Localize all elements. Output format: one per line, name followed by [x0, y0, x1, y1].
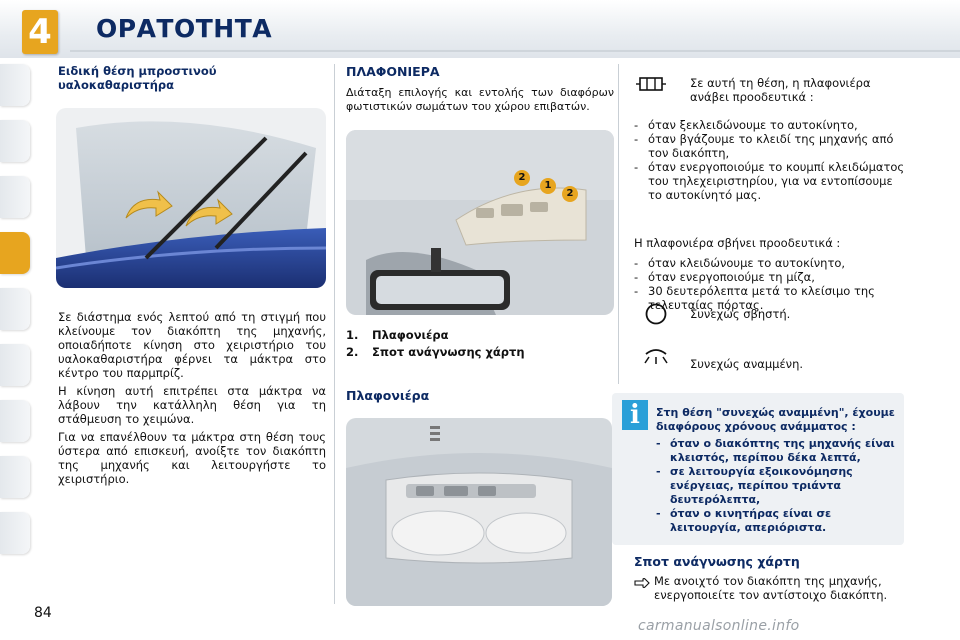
side-tab[interactable]	[0, 400, 30, 442]
lamp-switch-illustration	[346, 418, 612, 606]
side-tab[interactable]	[0, 344, 30, 386]
courtesy-lamp-intro: Διάταξη επιλογής και εντολής των διαφόρων φωτιστικών σωμάτων του χώρου επιβατών.	[346, 86, 614, 113]
list-item: - όταν κλειδώνουμε το αυτοκίνητο,	[634, 256, 846, 270]
windscreen-wiper-illustration	[56, 108, 326, 288]
courtesy-lamp-subheading: Πλαφονιέρα	[346, 388, 430, 403]
list-item: - όταν ενεργοποιούμε τη μίζα,	[634, 270, 815, 284]
courtesy-lamp-heading: ΠΛΑΦΟΝΙΕΡΑ	[346, 64, 440, 79]
paragraph: Για να επανέλθουν τα μάκτρα στη θέση τους ύστερα από επισκευή, ανοίξτε τον διακόπτη της μηχανής και λειτουργήστε το χειριστήριο.	[58, 430, 326, 486]
wiper-section-heading: Ειδική θέση μπροστινού υαλοκαθαριστήρα	[58, 64, 217, 92]
legend-item: 2. Σποτ ανάγνωσης χάρτη	[346, 345, 525, 359]
callout-2: 2	[514, 170, 530, 186]
pointer-hand-icon	[634, 575, 650, 589]
watermark: carmanualsonline.info	[638, 618, 800, 634]
illustration-legend	[346, 327, 525, 361]
legend-item: 1. Πλαφονιέρα	[346, 328, 449, 342]
column-divider	[618, 64, 619, 384]
lamp-off-icon	[644, 302, 668, 326]
list-item: - όταν ενεργοποιούμε το κουμπί κλειδώματος του τηλεχειριστηρίου, για να εντοπίσουμε το αυτοκίνητό μας.	[634, 160, 905, 202]
side-tab[interactable]	[0, 288, 30, 330]
page-number: 84	[34, 605, 52, 621]
list-item: - όταν ο διακόπτης της μηχανής είναι κλειστός, περίπου δέκα λεπτά,	[656, 437, 895, 464]
always-off-text: Συνεχώς σβηστή.	[690, 307, 791, 321]
reading-spot-heading: Σποτ ανάγνωσης χάρτη	[634, 554, 800, 569]
header-divider	[70, 50, 960, 52]
lamp-off-conditions	[634, 256, 908, 312]
wiper-description	[58, 310, 326, 490]
list-item: - όταν ο κινητήρας είναι σε λειτουργία, απεριόριστα.	[656, 507, 832, 534]
list-item: - σε λειτουργία εξοικονόμησης ενέργειας, περίπου τριάντα δευτερόλεπτα,	[656, 465, 853, 506]
side-tab[interactable]	[0, 120, 30, 162]
side-tab[interactable]	[0, 456, 30, 498]
side-tab-active[interactable]	[0, 232, 30, 274]
ceiling-console-illustration	[346, 130, 614, 315]
chapter-title: ΟΡΑΤΟΤΗΤΑ	[96, 14, 273, 43]
side-tab[interactable]	[0, 512, 30, 554]
lamp-on-conditions	[634, 118, 908, 202]
door-light-icon	[636, 72, 666, 98]
always-on-text: Συνεχώς αναμμένη.	[690, 357, 804, 371]
list-item: - 30 δευτερόλεπτα μετά το κλείσιμο της τελευταίας πόρτας.	[634, 284, 875, 312]
reading-spot-text: Με ανοιχτό τον διακόπτη της μηχανής, ενεργοποιείτε τον αντίστοιχο διακόπτη.	[654, 574, 888, 602]
list-item: - όταν βγάζουμε το κλειδί της μηχανής από τον διακόπτη,	[634, 132, 894, 160]
info-text	[656, 406, 900, 535]
paragraph: Σε διάστημα ενός λεπτού από τη στιγμή που κλείνουμε τον διακόπτη της μηχανής, οποιαδήποτε κίνηση στο χειριστήριο του υαλοκαθαριστήρα φέρνει τα μάκτρα στο κέντρο του παρμπρίζ.	[58, 310, 326, 380]
side-tab[interactable]	[0, 176, 30, 218]
list-item: - όταν ξεκλειδώνουμε το αυτοκίνητο,	[634, 118, 858, 132]
info-heading: Στη θέση "συνεχώς αναμμένη", έχουμε διαφόρους χρόνους ανάμματος :	[656, 406, 895, 433]
chapter-number-badge: 4	[22, 10, 58, 54]
callout-2: 2	[562, 186, 578, 202]
column-divider	[334, 64, 335, 604]
lamp-on-icon	[640, 348, 672, 372]
paragraph: Η κίνηση αυτή επιτρέπει στα μάκτρα να λάβουν την κατάλληλη θέση για τη στάθμευση το χειμώνα.	[58, 384, 326, 426]
side-tab[interactable]	[0, 64, 30, 106]
info-icon: i	[622, 400, 648, 430]
lamp-off-intro: Η πλαφονιέρα σβήνει προοδευτικά :	[634, 236, 841, 250]
callout-1: 1	[540, 178, 556, 194]
door-mode-text: Σε αυτή τη θέση, η πλαφονιέρα ανάβει προοδευτικά :	[690, 76, 871, 104]
